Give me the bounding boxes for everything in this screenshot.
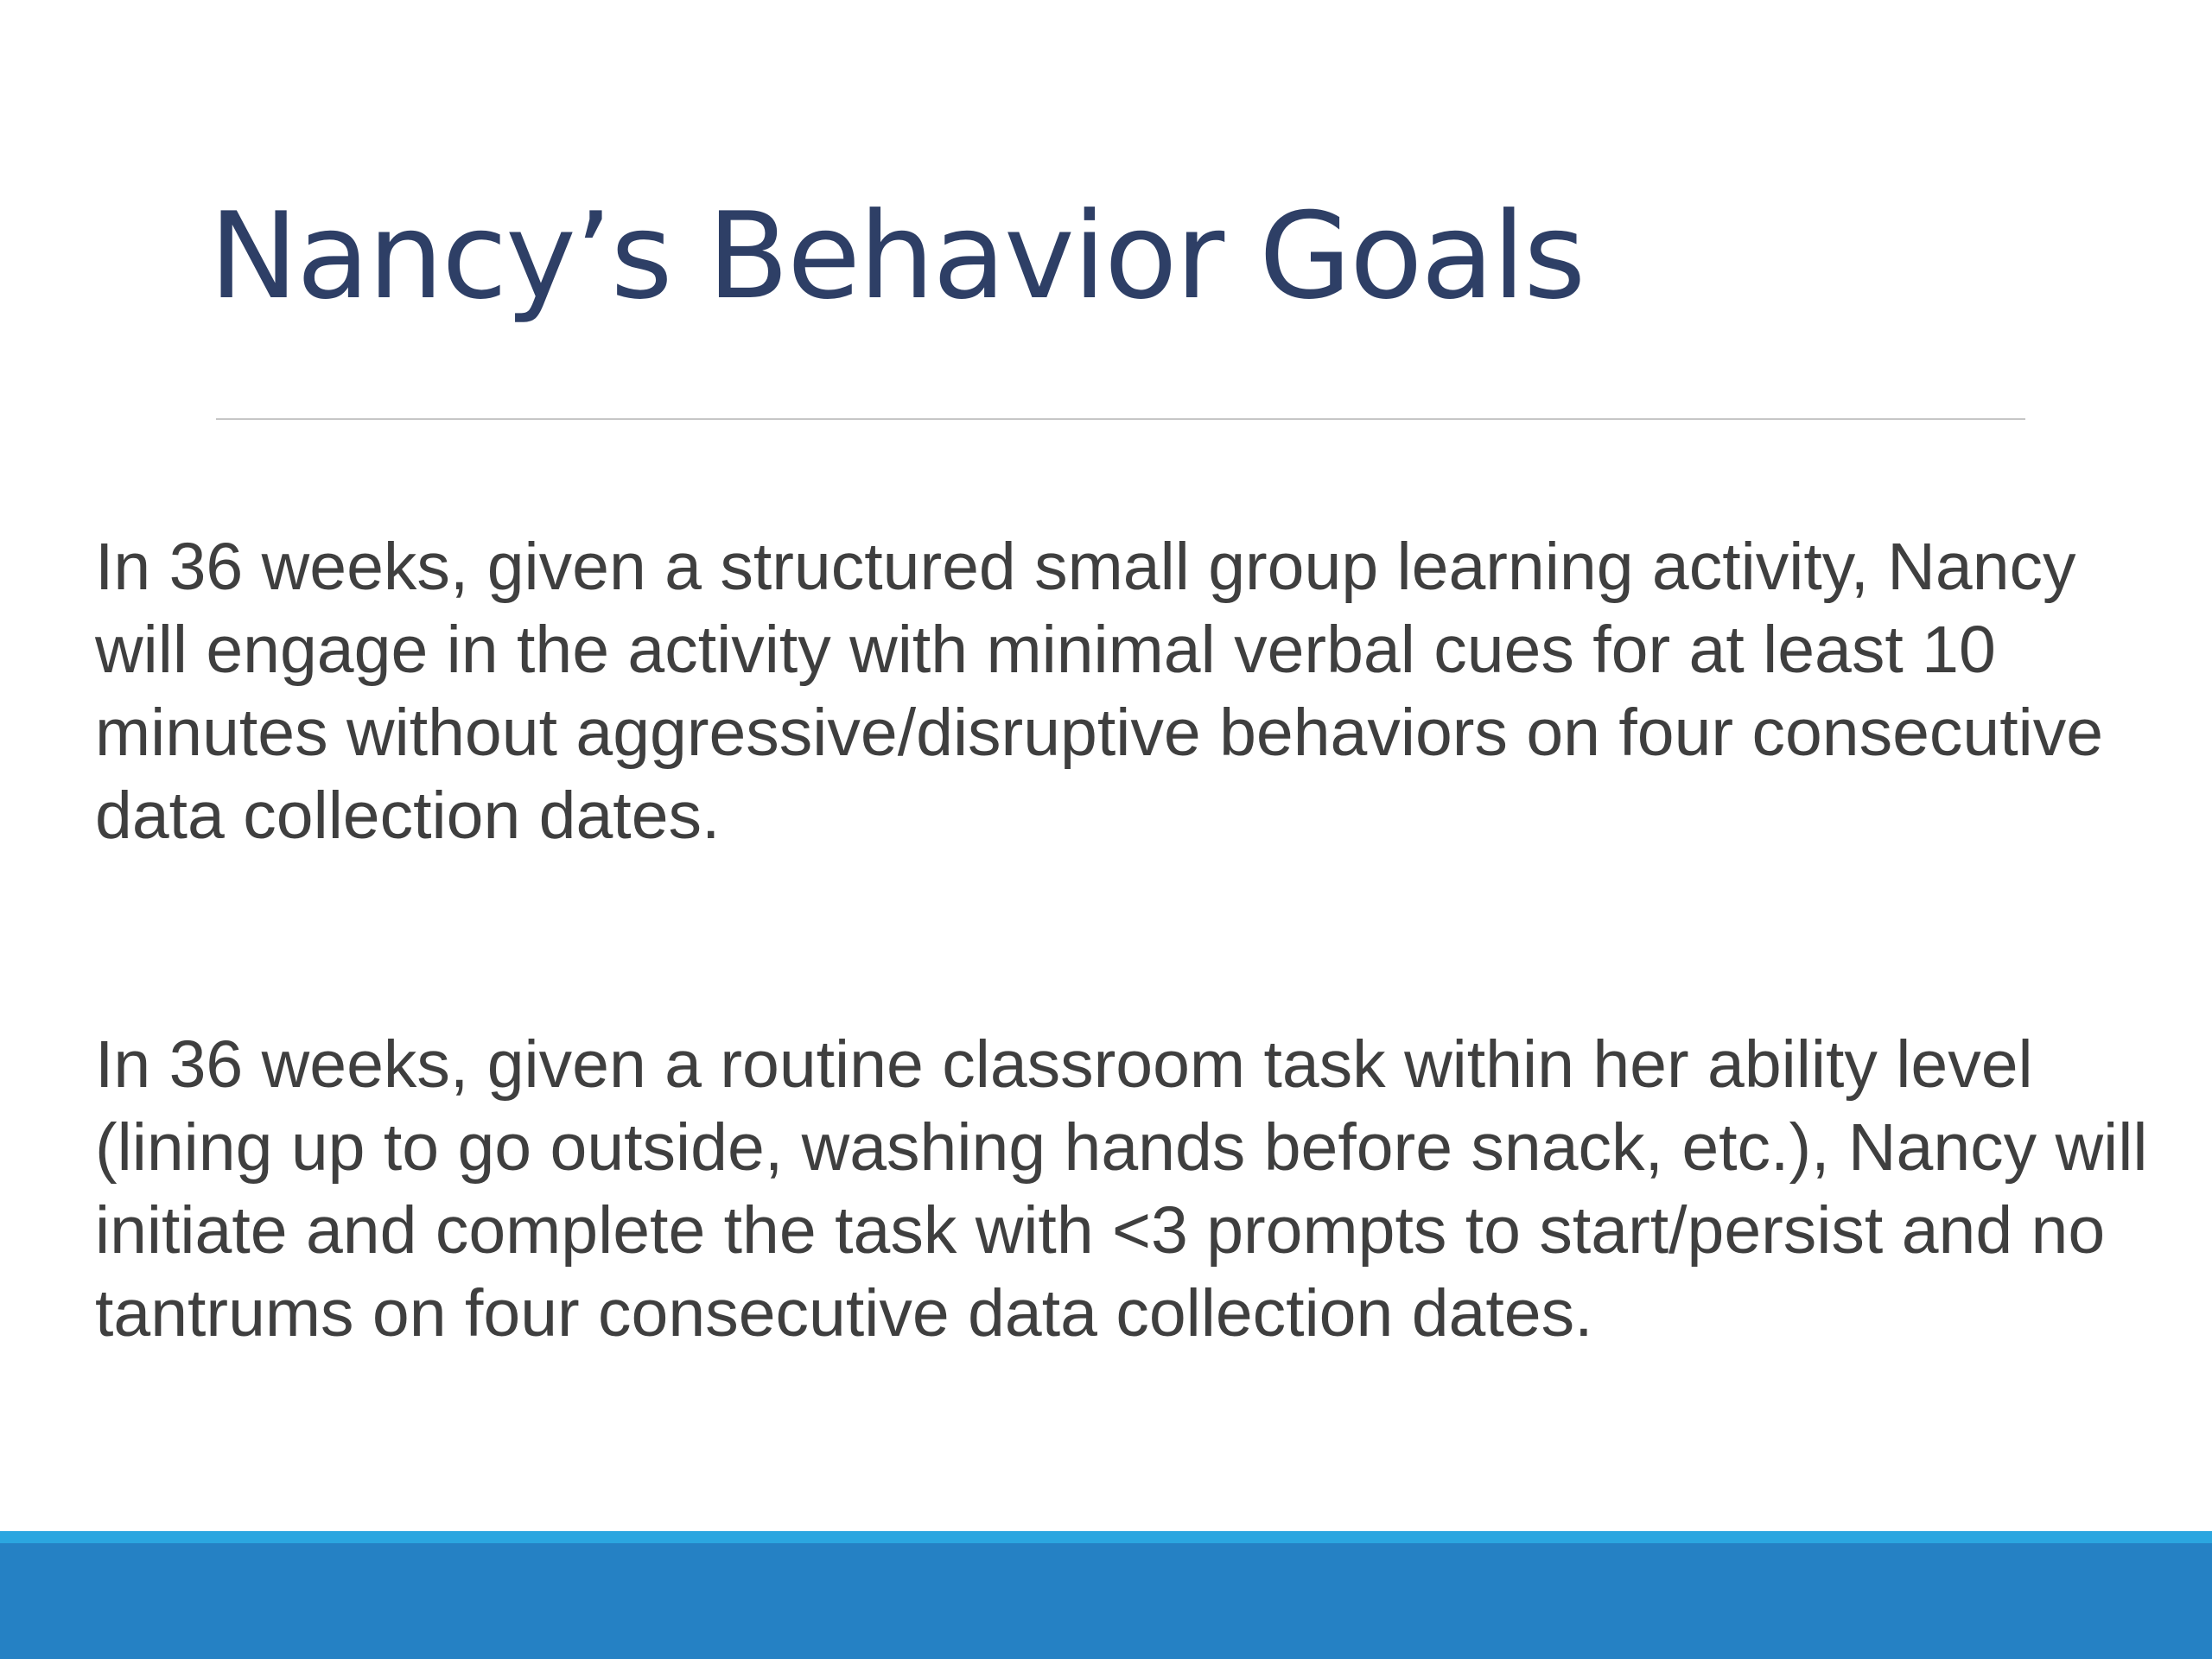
goal-paragraph-2: In 36 weeks, given a routine classroom task within her ability level (lining up to go outside, washing hands before snack, etc.), Nancy will initiate and complete the task with <3 prompts to start/persist and no tantrums on four consecutive data collection dates. <box>95 1027 2148 1351</box>
footer-accent-line <box>0 1531 2212 1543</box>
slide-body <box>95 525 2177 1521</box>
title-divider <box>216 418 2025 420</box>
slide-title: Nancy’s Behavior Goals <box>209 187 1585 326</box>
goal-paragraph-1: In 36 weeks, given a structured small group learning activity, Nancy will engage in the activity with minimal verbal cues for at least 10 minutes without aggressive/disruptive behaviors on four consecutive data collection dates. <box>95 530 2104 853</box>
footer-bar <box>0 1543 2212 1659</box>
